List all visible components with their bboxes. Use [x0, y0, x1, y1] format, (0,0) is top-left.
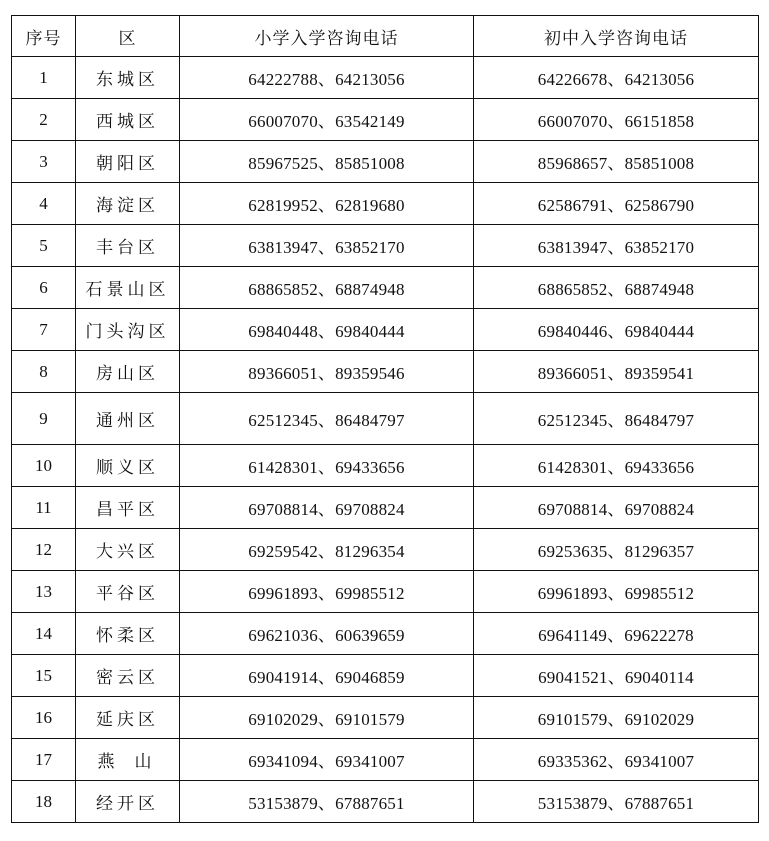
table-row [12, 141, 759, 183]
row-junior-phone: 69961893、69985512 [474, 571, 759, 613]
row-index: 18 [12, 781, 76, 823]
row-index: 12 [12, 529, 76, 571]
row-district: 门头沟区 [76, 309, 180, 351]
row-junior-phone: 69253635、81296357 [474, 529, 759, 571]
row-primary-phone: 63813947、63852170 [180, 225, 474, 267]
row-primary-phone: 85967525、85851008 [180, 141, 474, 183]
row-primary-phone: 61428301、69433656 [180, 445, 474, 487]
table-header-row [12, 16, 759, 57]
row-district: 西城区 [76, 99, 180, 141]
row-primary-phone: 69961893、69985512 [180, 571, 474, 613]
row-district: 平谷区 [76, 571, 180, 613]
row-index: 15 [12, 655, 76, 697]
row-junior-phone: 61428301、69433656 [474, 445, 759, 487]
row-primary-phone: 68865852、68874948 [180, 267, 474, 309]
row-junior-phone: 64226678、64213056 [474, 57, 759, 99]
row-primary-phone: 69259542、81296354 [180, 529, 474, 571]
table-row [12, 529, 759, 571]
row-primary-phone: 69041914、69046859 [180, 655, 474, 697]
table-row [12, 487, 759, 529]
row-district: 经开区 [76, 781, 180, 823]
row-index: 16 [12, 697, 76, 739]
row-junior-phone: 69101579、69102029 [474, 697, 759, 739]
header-district: 区 [76, 16, 180, 57]
row-index: 14 [12, 613, 76, 655]
row-junior-phone: 62512345、86484797 [474, 393, 759, 445]
row-index: 7 [12, 309, 76, 351]
table-row [12, 99, 759, 141]
row-primary-phone: 69341094、69341007 [180, 739, 474, 781]
table-row [12, 697, 759, 739]
table-row [12, 267, 759, 309]
table-row [12, 393, 759, 445]
row-primary-phone: 69621036、60639659 [180, 613, 474, 655]
row-index: 3 [12, 141, 76, 183]
row-primary-phone: 64222788、64213056 [180, 57, 474, 99]
row-index: 2 [12, 99, 76, 141]
table-row [12, 183, 759, 225]
row-primary-phone: 89366051、89359546 [180, 351, 474, 393]
row-junior-phone: 69041521、69040114 [474, 655, 759, 697]
row-primary-phone: 53153879、67887651 [180, 781, 474, 823]
header-primary-phone: 小学入学咨询电话 [180, 16, 474, 57]
table-row [12, 571, 759, 613]
row-district: 丰台区 [76, 225, 180, 267]
header-index: 序号 [12, 16, 76, 57]
header-junior-phone: 初中入学咨询电话 [474, 16, 759, 57]
row-district: 朝阳区 [76, 141, 180, 183]
row-junior-phone: 68865852、68874948 [474, 267, 759, 309]
row-index: 4 [12, 183, 76, 225]
row-index: 17 [12, 739, 76, 781]
row-district: 东城区 [76, 57, 180, 99]
row-junior-phone: 69335362、69341007 [474, 739, 759, 781]
row-index: 10 [12, 445, 76, 487]
table-row [12, 655, 759, 697]
row-primary-phone: 62512345、86484797 [180, 393, 474, 445]
row-district: 燕山 [76, 739, 180, 781]
enrollment-phone-table [11, 15, 759, 823]
row-junior-phone: 89366051、89359541 [474, 351, 759, 393]
row-index: 8 [12, 351, 76, 393]
row-district: 石景山区 [76, 267, 180, 309]
row-junior-phone: 85968657、85851008 [474, 141, 759, 183]
row-index: 9 [12, 393, 76, 445]
row-district: 顺义区 [76, 445, 180, 487]
row-junior-phone: 69840446、69840444 [474, 309, 759, 351]
row-junior-phone: 66007070、66151858 [474, 99, 759, 141]
row-district: 密云区 [76, 655, 180, 697]
row-index: 1 [12, 57, 76, 99]
row-primary-phone: 69102029、69101579 [180, 697, 474, 739]
row-junior-phone: 53153879、67887651 [474, 781, 759, 823]
row-index: 5 [12, 225, 76, 267]
table-row [12, 351, 759, 393]
row-district: 海淀区 [76, 183, 180, 225]
row-junior-phone: 69708814、69708824 [474, 487, 759, 529]
row-district: 大兴区 [76, 529, 180, 571]
row-primary-phone: 66007070、63542149 [180, 99, 474, 141]
table-row [12, 781, 759, 823]
table-row [12, 613, 759, 655]
table-row [12, 225, 759, 267]
table-row [12, 739, 759, 781]
row-district: 房山区 [76, 351, 180, 393]
row-district: 怀柔区 [76, 613, 180, 655]
table-row [12, 309, 759, 351]
row-index: 13 [12, 571, 76, 613]
row-index: 11 [12, 487, 76, 529]
row-district: 昌平区 [76, 487, 180, 529]
table-row [12, 445, 759, 487]
row-district: 通州区 [76, 393, 180, 445]
row-primary-phone: 62819952、62819680 [180, 183, 474, 225]
row-primary-phone: 69840448、69840444 [180, 309, 474, 351]
row-primary-phone: 69708814、69708824 [180, 487, 474, 529]
row-junior-phone: 63813947、63852170 [474, 225, 759, 267]
row-index: 6 [12, 267, 76, 309]
table-row [12, 57, 759, 99]
row-junior-phone: 69641149、69622278 [474, 613, 759, 655]
row-district: 延庆区 [76, 697, 180, 739]
row-junior-phone: 62586791、62586790 [474, 183, 759, 225]
